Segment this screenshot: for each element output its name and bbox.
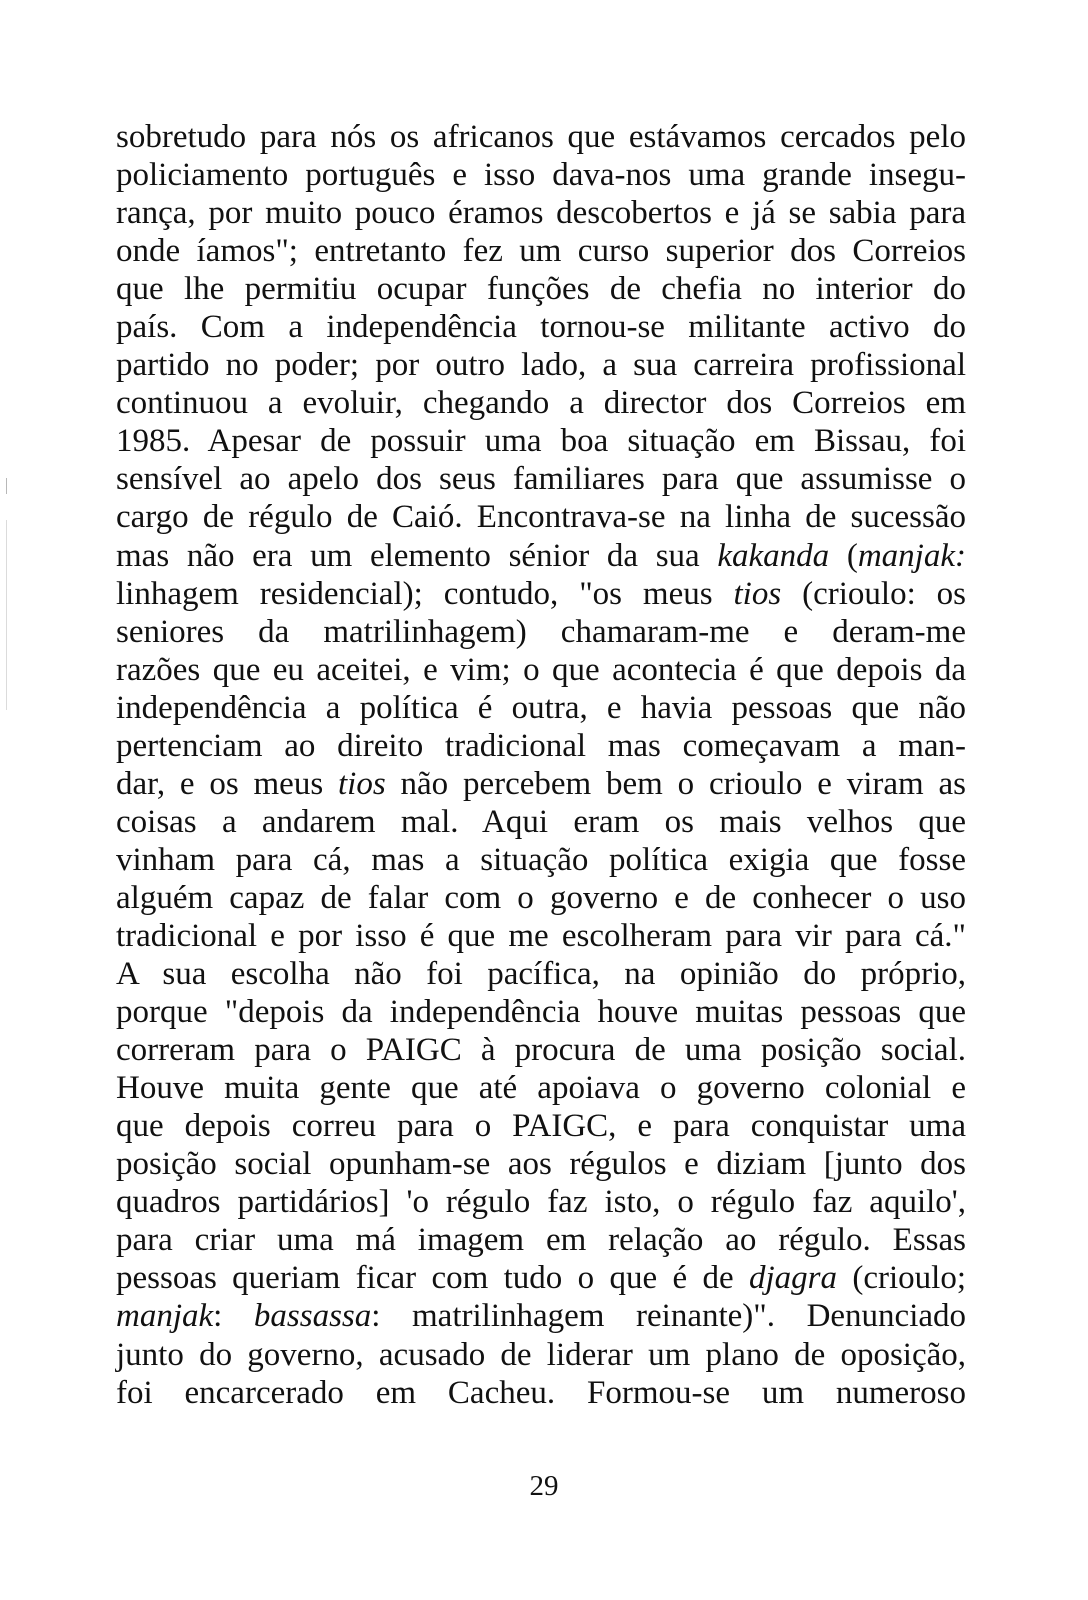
text-line bbox=[116, 575, 966, 613]
text-run: policiamento português e isso dava-nos uma grande insegu- bbox=[116, 157, 966, 194]
text-line bbox=[116, 689, 966, 727]
text-line bbox=[116, 232, 966, 270]
text-run: : bbox=[213, 1298, 254, 1335]
text-run: posição social opunham-se aos régulos e diziam [junto dos bbox=[116, 1146, 966, 1183]
text-run: : matrilinhagem reinante)". Denunciado bbox=[371, 1298, 967, 1335]
italic-term: kakanda bbox=[717, 537, 830, 574]
text-line bbox=[116, 118, 966, 156]
text-run: 1985. Apesar de possuir uma boa situação em Bissau, foi bbox=[116, 423, 966, 460]
text-line bbox=[116, 955, 966, 993]
italic-term: tios bbox=[733, 575, 782, 612]
text-line bbox=[116, 803, 966, 841]
text-run: sobretudo para nós os africanos que estávamos cercados pelo bbox=[116, 119, 966, 155]
text-line bbox=[116, 346, 966, 384]
text-line bbox=[116, 841, 966, 879]
italic-term: djagra bbox=[749, 1260, 838, 1297]
text-line bbox=[116, 422, 966, 460]
text-run: linhagem residencial); contudo, "os meus bbox=[116, 575, 734, 612]
text-line bbox=[116, 1145, 966, 1183]
text-run: A sua escolha não foi pacífica, na opinião do próprio, bbox=[116, 956, 966, 993]
text-run: sensível ao apelo dos seus familiares para que assumisse o bbox=[116, 461, 966, 498]
text-run: Houve muita gente que até apoiava o governo colonial e bbox=[116, 1070, 966, 1107]
text-run: que depois correu para o PAIGC, e para conquistar uma bbox=[116, 1108, 966, 1145]
text-line bbox=[116, 270, 966, 308]
text-run: alguém capaz de falar com o governo e de conhecer o uso bbox=[116, 879, 966, 916]
text-line bbox=[116, 1336, 966, 1374]
text-line bbox=[116, 460, 966, 498]
text-line bbox=[116, 1107, 966, 1145]
text-line bbox=[116, 1374, 966, 1412]
text-run: partido no poder; por outro lado, a sua carreira profissional bbox=[116, 347, 966, 384]
text-line bbox=[116, 613, 966, 651]
text-line bbox=[116, 194, 966, 232]
text-line bbox=[116, 308, 966, 346]
text-line bbox=[116, 651, 966, 689]
text-run: pessoas queriam ficar com tudo o que é de bbox=[116, 1260, 749, 1297]
text-line bbox=[116, 537, 966, 575]
italic-term: manjak: bbox=[857, 537, 966, 574]
text-line bbox=[116, 384, 966, 422]
italic-term: bassassa bbox=[253, 1298, 372, 1335]
text-run: que lhe permitiu ocupar funções de chefia no interior do bbox=[116, 271, 966, 308]
italic-term: manjak bbox=[116, 1298, 214, 1335]
italic-term: tios bbox=[337, 765, 386, 802]
text-run: correram para o PAIGC à procura de uma posição social. bbox=[116, 1032, 966, 1069]
text-line bbox=[116, 1297, 966, 1335]
text-run: pertenciam ao direito tradicional mas começavam a man- bbox=[116, 727, 966, 764]
text-line bbox=[116, 765, 966, 803]
text-run: seniores da matrilinhagem) chamaram-me e deram-me bbox=[116, 613, 966, 650]
scan-margin-mark bbox=[6, 520, 7, 710]
scan-margin-mark bbox=[6, 478, 7, 494]
text-line bbox=[116, 879, 966, 917]
text-run: para criar uma má imagem em relação ao régulo. Essas bbox=[116, 1222, 966, 1259]
text-line bbox=[116, 1069, 966, 1107]
text-run: razões que eu aceitei, e vim; o que acontecia é que depois da bbox=[116, 651, 966, 688]
text-run: país. Com a independência tornou-se militante activo do bbox=[116, 309, 966, 346]
text-run: cargo de régulo de Caió. Encontrava-se na linha de sucessão bbox=[116, 499, 966, 536]
text-run: continuou a evoluir, chegando a director dos Correios em bbox=[116, 385, 966, 422]
text-run: tradicional e por isso é que me escolheram para vir para cá." bbox=[116, 917, 966, 954]
body-text bbox=[116, 118, 966, 1412]
text-run: não percebem bem o crioulo e viram as bbox=[385, 765, 966, 802]
text-line bbox=[116, 917, 966, 955]
text-line bbox=[116, 1221, 966, 1259]
text-line bbox=[116, 993, 966, 1031]
text-run: onde íamos"; entretanto fez um curso superior dos Correios bbox=[116, 233, 966, 270]
text-line bbox=[116, 1031, 966, 1069]
page-number: 29 bbox=[529, 1470, 559, 1502]
text-run: foi encarcerado em Cacheu. Formou-se um numeroso bbox=[116, 1374, 966, 1411]
text-run: mas não era um elemento sénior da sua bbox=[116, 537, 718, 574]
text-line bbox=[116, 727, 966, 765]
text-run: vinham para cá, mas a situação política exigia que fosse bbox=[116, 841, 966, 878]
text-run: independência a política é outra, e havia pessoas que não bbox=[116, 689, 966, 726]
text-run: (crioulo: os bbox=[781, 575, 966, 612]
text-run: ( bbox=[829, 537, 858, 574]
text-run: dar, e os meus bbox=[116, 765, 338, 802]
text-run: rança, por muito pouco éramos descobertos e já se sabia para bbox=[116, 195, 966, 232]
text-run: porque "depois da independência houve muitas pessoas que bbox=[116, 994, 966, 1031]
text-line bbox=[116, 1183, 966, 1221]
text-line bbox=[116, 498, 966, 536]
text-run: (crioulo; bbox=[837, 1260, 966, 1297]
text-line bbox=[116, 156, 966, 194]
text-run: quadros partidários] 'o régulo faz isto, o régulo faz aquilo', bbox=[116, 1184, 966, 1221]
text-run: coisas a andarem mal. Aqui eram os mais velhos que bbox=[116, 803, 966, 840]
text-run: junto do governo, acusado de liderar um plano de oposição, bbox=[116, 1336, 966, 1373]
text-line bbox=[116, 1259, 966, 1297]
